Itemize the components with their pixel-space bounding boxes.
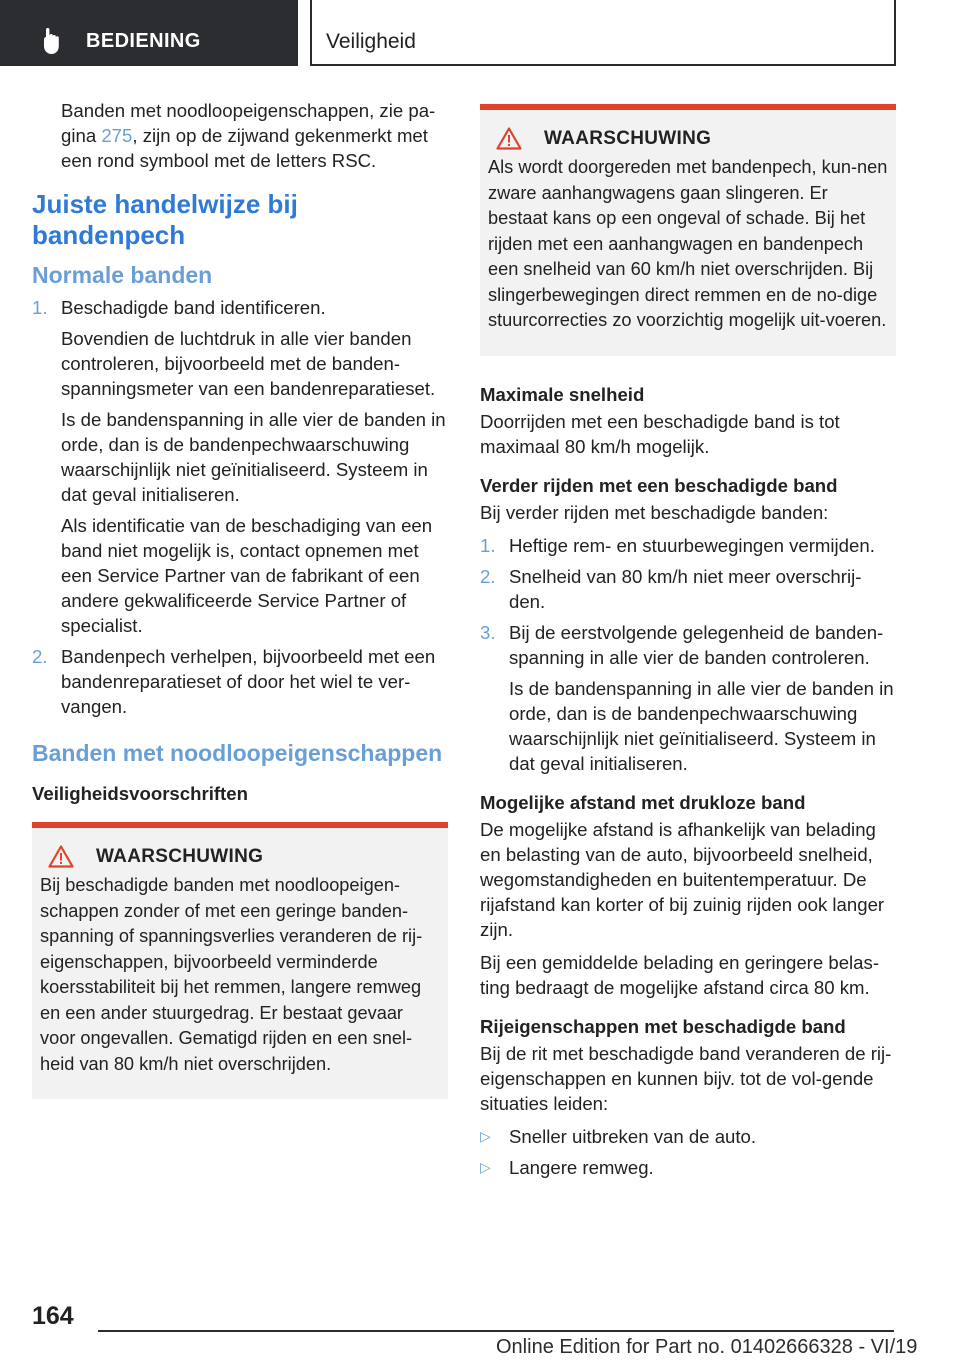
list-item-text: Heftige rem- en stuurbewegingen vermijden. bbox=[509, 534, 875, 556]
list-sub-paragraph: Als identificatie van de beschadiging van een band niet mogelijk is, contact opnemen met een Service Partner van de fabrikant of een andere gekwalificeerde Service Partner of specialist. bbox=[61, 515, 433, 636]
list-sub-paragraph: Is de bandenspanning in alle vier de banden in orde, dan is de bandenpechwaarschuwing waarschijnlijk niet geïnitialiseerd. Systeem in dat geval initialiseren. bbox=[509, 677, 894, 774]
list-number: 3. bbox=[480, 621, 496, 643]
intro-text-after: , zijn op de zijwand gekenmerkt met een rond symbool met de letters RSC. bbox=[61, 125, 428, 171]
list-number: 1. bbox=[32, 297, 48, 318]
section-title: Veiligheid bbox=[326, 30, 416, 53]
list-item-text: Beschadigde band identificeren. bbox=[61, 297, 326, 318]
hand-icon bbox=[40, 27, 66, 55]
list-item bbox=[32, 644, 448, 719]
heading-verder-rijden: Verder rijden met een beschadigde band bbox=[480, 474, 838, 496]
bullet-text: Sneller uitbreken van de auto. bbox=[509, 1125, 757, 1147]
heading-runflat: Banden met noodloopeigenschappen bbox=[32, 740, 443, 766]
paragraph-handling: Bij de rit met beschadigde band veranderen de rij-eigenschappen en kunnen bijv. tot de vol-gende situaties leiden: bbox=[480, 1042, 892, 1114]
heading-rijeigenschappen: Rijeigenschappen met beschadigde band bbox=[480, 1015, 846, 1037]
bullet-item bbox=[480, 1124, 896, 1149]
heading-maximale-snelheid: Maximale snelheid bbox=[480, 383, 645, 405]
list-item bbox=[480, 620, 896, 776]
page-reference-link[interactable]: 275 bbox=[101, 125, 133, 146]
right-column bbox=[480, 98, 896, 1186]
warning-text: Als wordt doorgereden met bandenpech, kun-nen zware aanhangwagens gaan slingeren. Er bestaat kans op een ongeval of schade. Bij het rijden met een aanhangwagen en bandenpech een snelheid van 60 km/h niet overschrijden. Bij slingerbewegingen direct remmen en de no-dige stuurcorrecties zo voorzichtig mogelijk uit-voeren. bbox=[488, 157, 888, 330]
list-number: 2. bbox=[480, 565, 496, 587]
chapter-tab bbox=[0, 0, 298, 66]
warning-header bbox=[48, 844, 440, 869]
list-item-text: Snelheid van 80 km/h niet meer overschrij-den. bbox=[509, 565, 862, 612]
warning-triangle-icon bbox=[48, 845, 74, 868]
heading-mogelijke-afstand: Mogelijke afstand met drukloze band bbox=[480, 791, 806, 813]
heading-normale-banden: Normale banden bbox=[32, 262, 213, 288]
warning-title: WAARSCHUWING bbox=[96, 846, 264, 867]
heading-veiligheidsvoorschriften: Veiligheidsvoorschriften bbox=[32, 783, 248, 804]
footer-edition: Online Edition for Part no. 01402666328 - VI/19 bbox=[496, 1336, 918, 1358]
page-header bbox=[0, 0, 960, 66]
bullet-arrow-icon: ▷ bbox=[480, 1127, 491, 1144]
paragraph-distance: De mogelijke afstand is afhankelijk van belading en belasting van de auto, bijvoorbeeld snelheid, wegomstandigheden en buitentemperatuur. De rijafstand kan korter of bij zuinig rijden ook langer zijn. bbox=[480, 818, 885, 940]
list-sub-paragraph: Bovendien de luchtdruk in alle vier banden controleren, bijvoorbeeld met de banden-spanningsmeter van een bandenreparatieset. bbox=[61, 328, 436, 399]
bullet-text: Langere remweg. bbox=[509, 1156, 654, 1178]
chapter-label: BEDIENING bbox=[86, 30, 201, 52]
list-sub-paragraph: Is de bandenspanning in alle vier de banden in orde, dan is de bandenpechwaarschuwing waarschijnlijk niet geïnitialiseerd. Systeem in dat geval initialiseren. bbox=[61, 409, 446, 505]
intro-text-before: Banden met noodloopeigenschappen, zie pa-gina bbox=[61, 100, 436, 146]
paragraph-max-speed: Doorrijden met een beschadigde band is tot maximaal 80 km/h mogelijk. bbox=[480, 410, 840, 457]
warning-text: Bij beschadigde banden met noodloopeigen-schappen zonder of met een geringe banden-spanning of spanningsverlies veranderen de rij-eigenschappen, bijvoorbeeld verminderde koersstabiliteit bij het remmen, langere remweg en een ander stuurgedrag. Er bestaat gevaar voor ongevallen. Gematigd rijden en een snel-heid van 80 km/h niet overschrijden. bbox=[40, 875, 423, 1074]
list-item-text: Bandenpech verhelpen, bijvoorbeeld met een bandenreparatieset of door het wiel te ver-vangen. bbox=[61, 646, 436, 717]
intro-paragraph bbox=[32, 98, 448, 173]
list-number: 2. bbox=[32, 646, 48, 667]
list-item bbox=[32, 295, 448, 638]
bullet-arrow-icon: ▷ bbox=[480, 1158, 491, 1175]
footer-divider bbox=[98, 1330, 894, 1332]
list-item-text: Bij de eerstvolgende gelegenheid de banden-spanning in alle vier de banden controleren. bbox=[509, 621, 884, 668]
paragraph-distance: Bij een gemiddelde belading en geringere belas-ting bedraagt de mogelijke afstand circa 80 km. bbox=[480, 951, 880, 998]
bullet-item bbox=[480, 1155, 896, 1180]
warning-header bbox=[496, 126, 888, 151]
warning-box bbox=[480, 104, 896, 356]
left-column bbox=[32, 98, 448, 1099]
heading-juiste-handelwijze: Juiste handelwijze bij bandenpech bbox=[32, 189, 298, 250]
list-item bbox=[480, 564, 896, 614]
list-item bbox=[480, 533, 896, 558]
warning-title: WAARSCHUWING bbox=[544, 128, 712, 149]
warning-box bbox=[32, 822, 448, 1099]
list-number: 1. bbox=[480, 534, 496, 556]
warning-triangle-icon bbox=[496, 127, 522, 150]
paragraph-further: Bij verder rijden met beschadigde banden: bbox=[480, 501, 829, 523]
page-number: 164 bbox=[32, 1302, 74, 1330]
